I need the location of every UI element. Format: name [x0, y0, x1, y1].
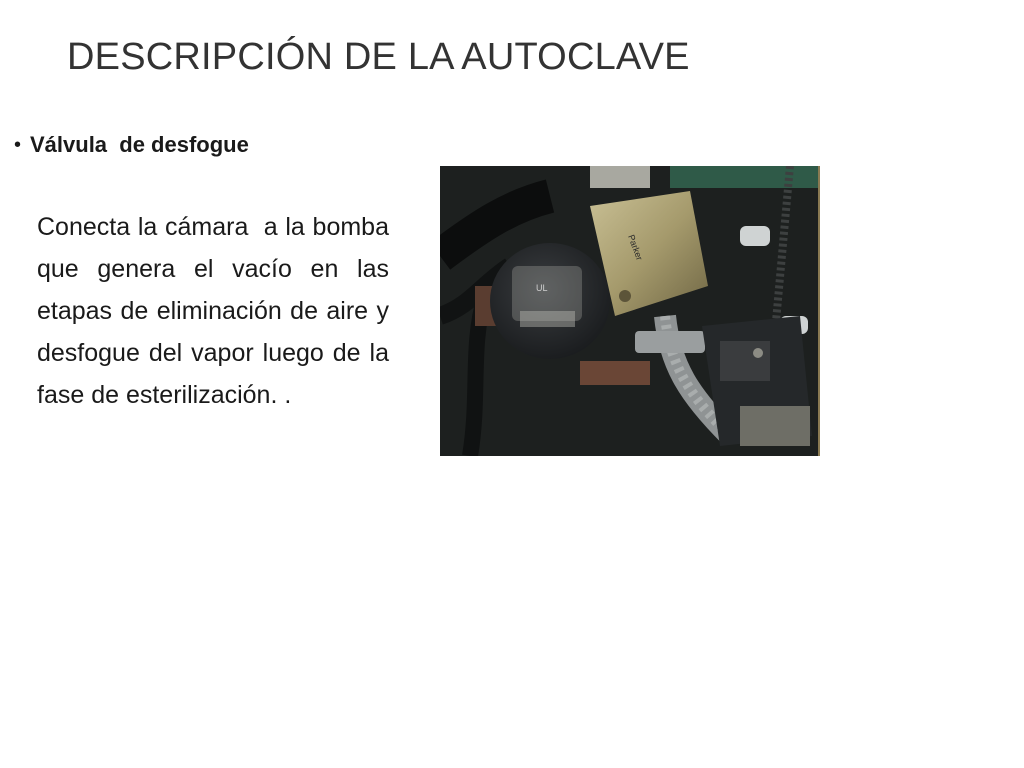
slide-title: DESCRIPCIÓN DE LA AUTOCLAVE: [67, 36, 690, 78]
svg-text:UL: UL: [536, 283, 548, 293]
bullet-label: Válvula de desfogue: [30, 132, 249, 157]
description-paragraph: Conecta la cámara a la bomba que genera el vacío en las etapas de eliminación de aire y desfogue del vapor luego de la fase de esterilización. .: [37, 213, 396, 409]
valve-photo: [440, 166, 820, 456]
bullet-item: [14, 132, 249, 158]
bullet-dot: •: [14, 133, 22, 156]
nameplate-text: Parker: [626, 233, 645, 262]
